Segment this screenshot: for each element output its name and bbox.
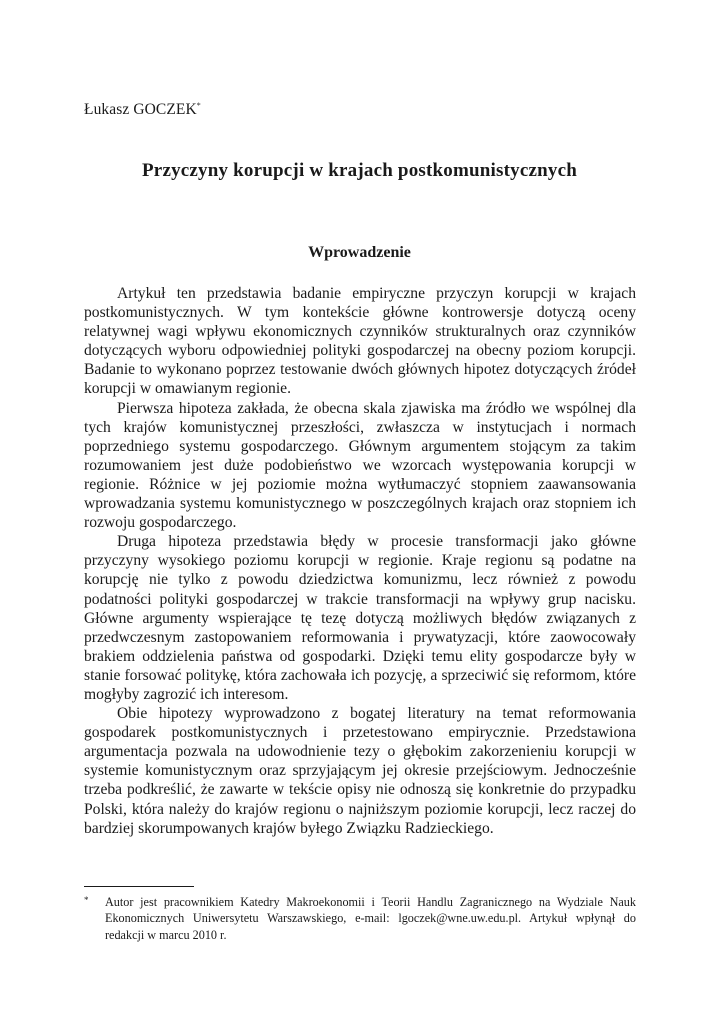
author-line xyxy=(84,101,201,119)
paragraph: Artykuł ten przedstawia badanie empiryczne przyczyn korupcji w krajach postkomunistycznych. W tym kontekście główne kontrowersje dotyczą oceny relatywnej wagi wpływu ekonomicznych czynników strukturalnych oraz czynników dotyczących wyboru odpowiedniej polityki gospodarczej na obecny poziom korupcji. Badanie to wykonano poprzez testowanie dwóch głównych hipotez dotyczących źródeł korupcji w omawianym regionie. xyxy=(84,285,636,398)
footnote xyxy=(84,894,636,943)
paragraph: Obie hipotezy wyprowadzono z bogatej literatury na temat reformowania gospodarek postkomunistycznych i przetestowano empirycznie. Przedstawiona argumentacja pozwala na udowodnienie tezy o głębokim zakorzenieniu korupcji w systemie komunistycznym oraz sprzyjającym jej okresie przejściowym. Jednocześnie trzeba podkreślić, że zawarte w tekście opisy nie odnoszą się konkretnie do przypadku Polski, która należy do krajów regionu o najniższym poziomie korupcji, lecz raczej do bardziej skorumpowanych krajów byłego Związku Radzieckiego. xyxy=(84,705,636,837)
article-title: Przyczyny korupcji w krajach postkomunistycznych xyxy=(142,160,577,181)
article-body xyxy=(84,284,636,838)
footnote-separator xyxy=(84,886,194,887)
footnote-mark: * xyxy=(84,895,89,905)
paragraph: Pierwsza hipoteza zakłada, że obecna skala zjawiska ma źródło we wspólnej dla tych krajów komunistycznej przeszłości, zwłaszcza w instytucjach i normach poprzedniego systemu gospodarczego. Głównym argumentem stojącym za takim rozumowaniem jest duże podobieństwo we wzorcach występowania korupcji w regionie. Różnice w jej poziomie można wytłumaczyć stopniem zaawansowania wprowadzania systemu komunistycznego w poszczególnych krajach oraz stopniem ich rozwoju gospodarczego. xyxy=(84,399,636,532)
footnote-text: Autor jest pracownikiem Katedry Makroekonomii i Teorii Handlu Zagranicznego na Wydziale Nauk Ekonomicznych Uniwersytetu Warszawskiego, e-mail: lgoczek@wne.uw.edu.pl. Artykuł wpłynął do redakcji w marcu 2010 r. xyxy=(105,895,636,942)
section-heading: Wprowadzenie xyxy=(308,244,411,261)
author-footnote-mark: * xyxy=(196,100,201,110)
author-name: Łukasz GOCZEK xyxy=(84,101,197,118)
paragraph: Druga hipoteza przedstawia błędy w procesie transformacji jako główne przyczyny wysokiego poziomu korupcji w regionie. Kraje regionu są podatne na korupcję nie tylko z powodu dziedzictwa komunizmu, lecz również z powodu podatności polityki gospodarczej w trakcie transformacji na wpływy grup nacisku. Główne argumenty wspierające tę tezę dotyczą możliwych błędów związanych z przedwczesnym zastopowaniem reformowania i prywatyzacji, które zaowocowały brakiem oddzielenia państwa od gospodarki. Dzięki temu elity gospodarcze były w stanie forsować politykę, która zachowała ich pozycję, a sprzeciwić się reformom, które mogłyby zagrozić ich interesom. xyxy=(84,533,636,703)
